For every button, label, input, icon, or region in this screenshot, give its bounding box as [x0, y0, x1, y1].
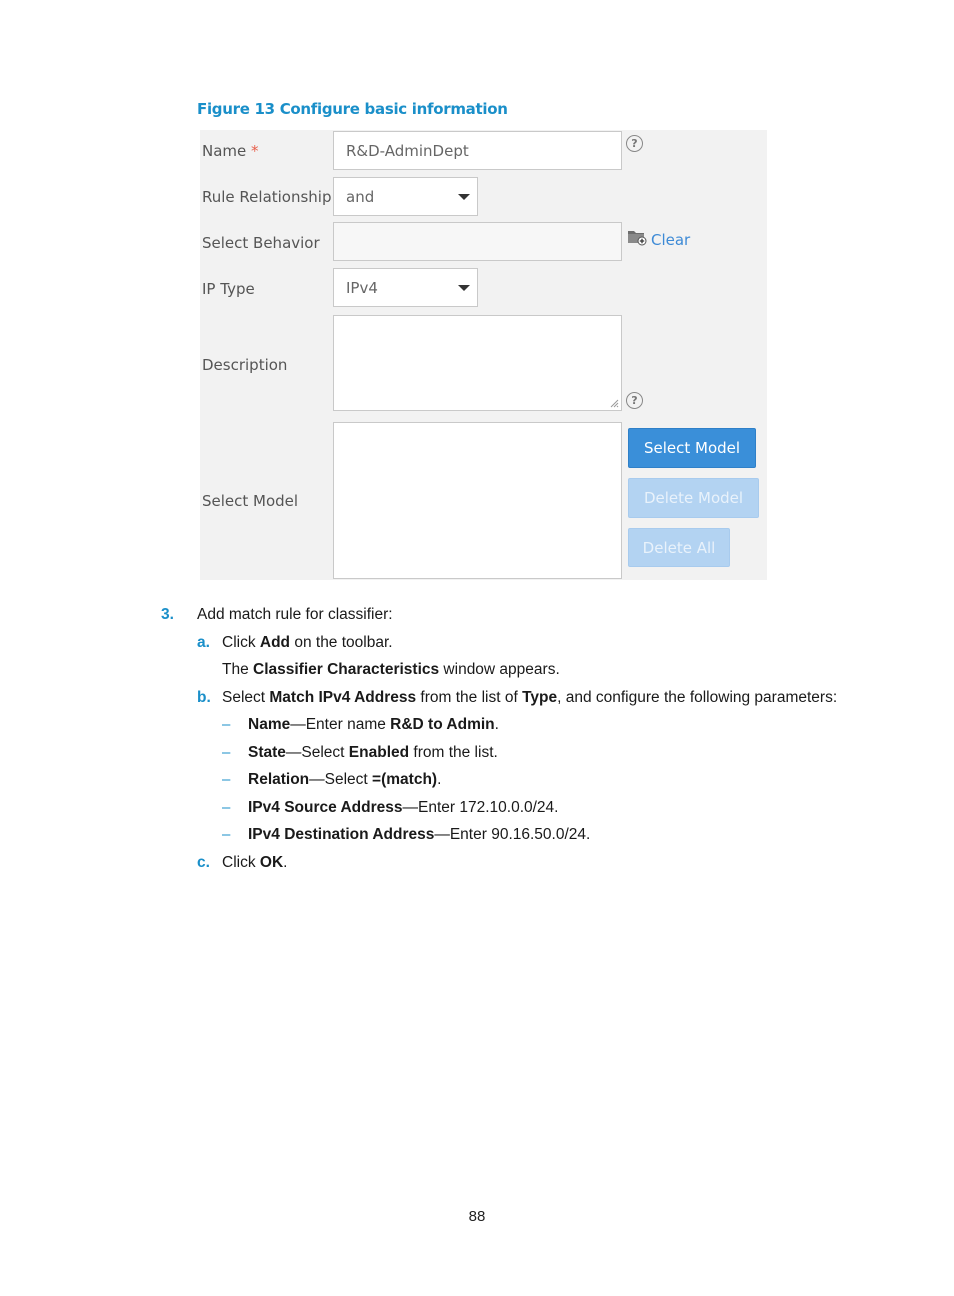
p5-bold: IPv4 Destination Address: [248, 826, 435, 843]
step-b-mid: from the list of: [416, 689, 523, 706]
step-3-text: Add match rule for classifier:: [197, 606, 393, 623]
p5-post: —Enter 90.16.50.0/24.: [434, 826, 591, 843]
step-a-number: a.: [197, 634, 210, 651]
p2-bold: State: [248, 744, 286, 761]
step-a-result: [222, 661, 560, 679]
ip-type-label: IP Type: [202, 280, 255, 298]
p1-post: .: [494, 716, 499, 733]
param-destination-address: [248, 826, 590, 844]
step-c-post: .: [283, 854, 288, 871]
bullet-dash: –: [222, 799, 231, 816]
step-b-bold1: Match IPv4 Address: [269, 689, 417, 706]
param-source-address: [248, 799, 558, 817]
description-textarea[interactable]: [333, 315, 622, 411]
step-a2-pre: The: [222, 661, 254, 678]
step-b-text: [222, 689, 837, 707]
step-c-text: [222, 854, 287, 872]
rule-relationship-label: Rule Relationship: [202, 188, 332, 206]
select-model-label: Select Model: [202, 492, 299, 510]
p3-mid: —Select: [309, 771, 373, 788]
bullet-dash: –: [222, 716, 231, 733]
bullet-dash: –: [222, 826, 231, 843]
param-state: [248, 744, 498, 762]
model-listbox[interactable]: [333, 422, 622, 579]
bullet-dash: –: [222, 744, 231, 761]
p2-bold2: Enabled: [348, 744, 410, 761]
page-number: 88: [468, 1208, 486, 1225]
step-c-pre: Click: [222, 854, 260, 871]
delete-model-button[interactable]: Delete Model: [628, 478, 759, 518]
bullet-dash: –: [222, 771, 231, 788]
rule-relationship-value: and: [346, 187, 375, 206]
step-a-text: [222, 634, 393, 652]
chevron-down-icon: [458, 285, 470, 291]
resize-grip-icon[interactable]: [609, 398, 619, 408]
p2-mid: —Select: [285, 744, 349, 761]
description-label: Description: [202, 356, 288, 374]
step-3-number: 3.: [161, 606, 174, 623]
name-label: [202, 142, 259, 160]
folder-add-icon[interactable]: [627, 228, 647, 246]
p2-post: from the list.: [409, 744, 498, 761]
ip-type-select[interactable]: [333, 268, 478, 307]
step-b-pre: Select: [222, 689, 270, 706]
param-relation: [248, 771, 441, 789]
ip-type-value: IPv4: [346, 278, 378, 297]
name-input[interactable]: R&D-AdminDept: [333, 131, 622, 170]
name-help-icon[interactable]: ?: [626, 135, 643, 152]
step-a-post: on the toolbar.: [290, 634, 393, 651]
p3-post: .: [437, 771, 442, 788]
description-help-icon[interactable]: ?: [626, 392, 643, 409]
figure-caption: Figure 13 Configure basic information: [197, 100, 508, 118]
step-c-bold: OK: [259, 854, 284, 871]
step-c-number: c.: [197, 854, 210, 871]
rule-relationship-select[interactable]: [333, 177, 478, 216]
step-b-post: , and configure the following parameters:: [557, 689, 838, 706]
clear-link[interactable]: Clear: [651, 231, 691, 249]
p3-bold: Relation: [248, 771, 310, 788]
p1-mid: —Enter name: [290, 716, 391, 733]
step-a-pre: Click: [222, 634, 260, 651]
name-label-text: Name: [202, 142, 247, 160]
step-a2-post: window appears.: [439, 661, 560, 678]
step-a2-bold: Classifier Characteristics: [253, 661, 440, 678]
p1-bold: Name: [248, 716, 291, 733]
p4-post: —Enter 172.10.0.0/24.: [402, 799, 559, 816]
required-mark: *: [251, 142, 259, 160]
select-model-button[interactable]: Select Model: [628, 428, 756, 468]
select-behavior-label: Select Behavior: [202, 234, 320, 252]
param-name: [248, 716, 499, 734]
p4-bold: IPv4 Source Address: [248, 799, 403, 816]
p3-bold2: =(match): [372, 771, 438, 788]
step-b-number: b.: [197, 689, 211, 706]
p1-bold2: R&D to Admin: [390, 716, 495, 733]
step-a-bold: Add: [259, 634, 291, 651]
chevron-down-icon: [458, 194, 470, 200]
delete-all-button[interactable]: Delete All: [628, 528, 730, 567]
step-b-bold2: Type: [522, 689, 558, 706]
select-behavior-input[interactable]: [333, 222, 622, 261]
